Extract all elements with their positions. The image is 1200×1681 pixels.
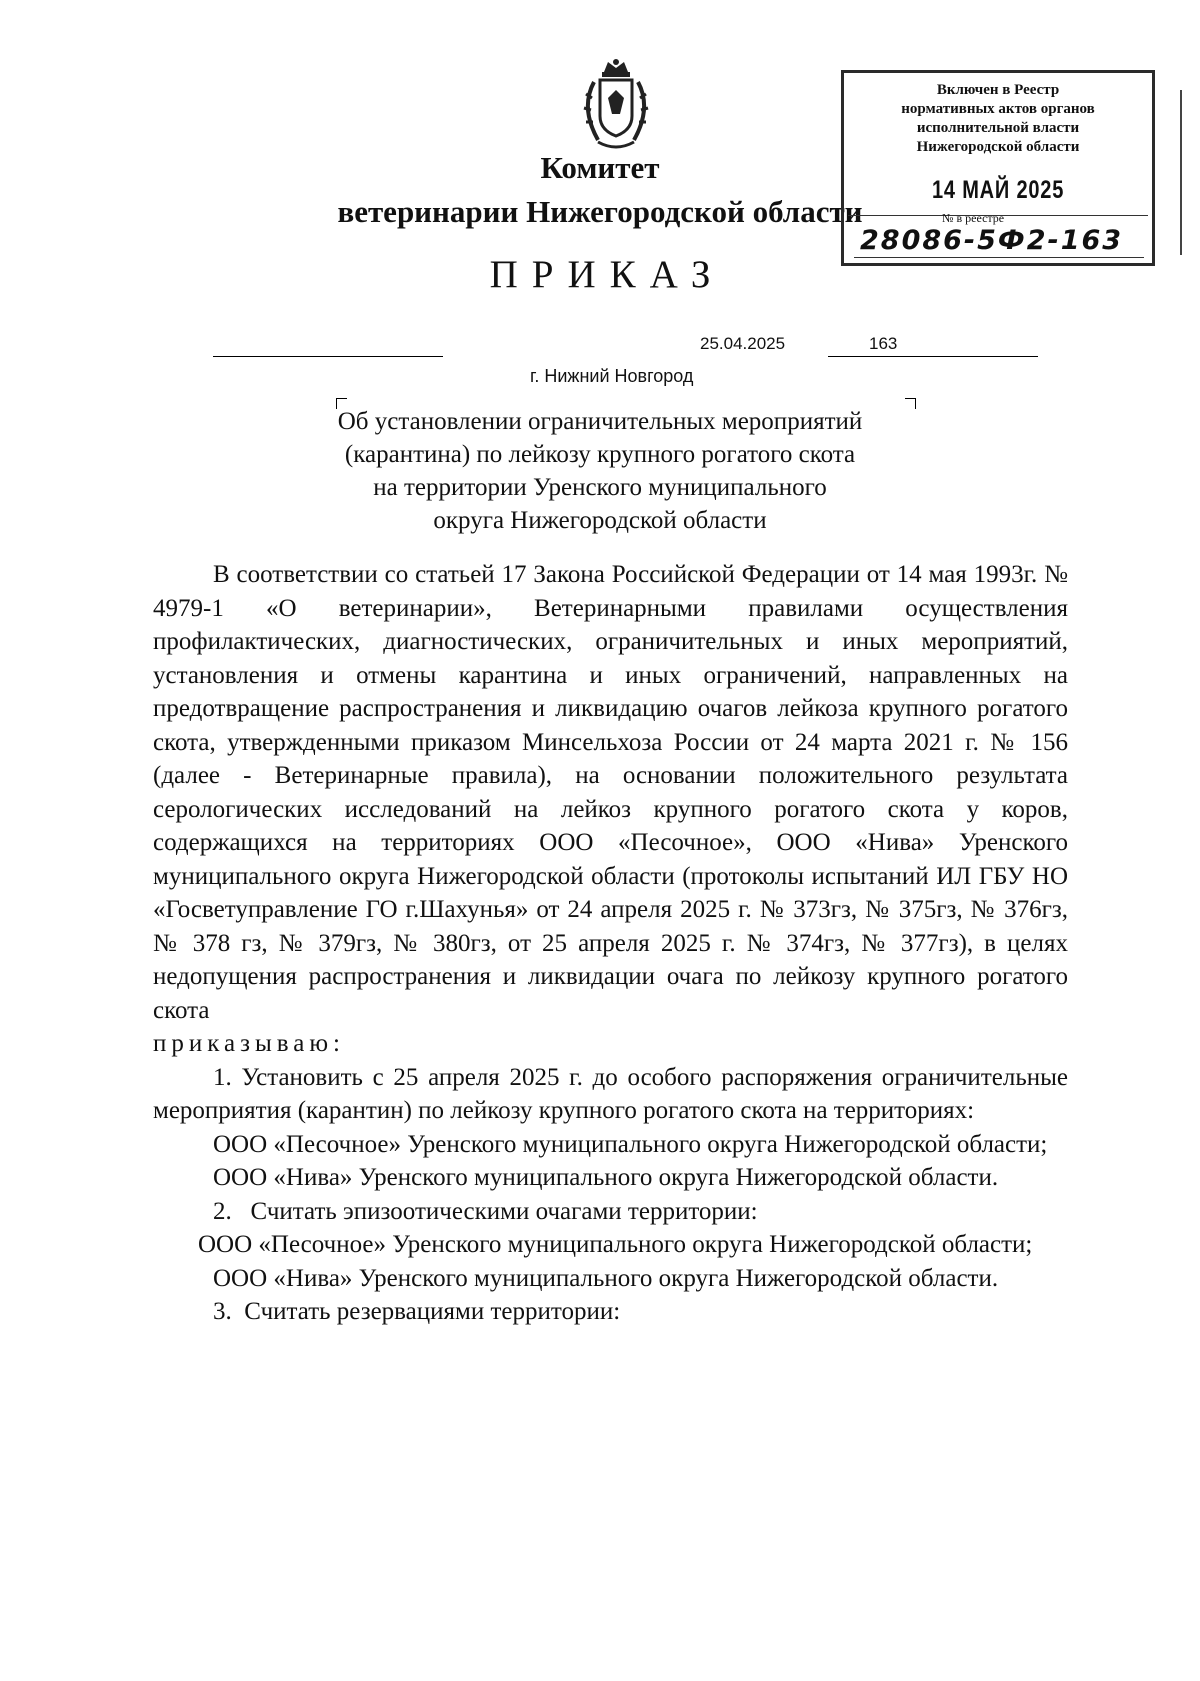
item-2-territory-a: ООО «Песочное» Уренского муниципального округа Нижегородской области; — [198, 1231, 1033, 1258]
title-line-2: (карантина) по лейкозу крупного рогатого скота — [344, 441, 856, 468]
committee-name-line1: Комитет — [540, 150, 660, 185]
registry-stamp — [841, 70, 1155, 266]
city: г. Нижний Новгород — [530, 366, 694, 386]
item-3: 3. Считать резервациями территории: — [213, 1298, 621, 1325]
order-title — [0, 405, 1200, 537]
committee-name-line2: ветеринарии Нижегородской области — [337, 194, 863, 229]
stamp-line-1: Включен в Реестр — [936, 82, 1060, 98]
order-body — [153, 558, 1068, 1329]
item-2: 2. Считать эпизоотическими очагами территории: — [213, 1197, 758, 1225]
item-2-territory-b: ООО «Нива» Уренского муниципального округа Нижегородской области. — [213, 1264, 999, 1292]
stamp-number-label: № в реестре — [942, 211, 1005, 225]
preamble-paragraph: В соответствии со статьей 17 Закона Российской Федерации от 14 мая 1993г. № 4979-1 «О ветеринарии», Ветеринарными правилами осуществления профилактических, диагностических, ограничительных и иных мероприятий, установления и отмены карантина и иных ограничений, направленных на предотвращение распространения и ликвидацию очагов лейкоза крупного рогатого скота, утвержденными приказом Минсельхоза России от 24 марта 2021 г. № 156 (далее - Ветеринарные правила), на основании положительного результата серологических исследований на лейкоз крупного рогатого скота у коров, содержащихся на территориях ООО «Песочное», ООО «Нива» Уренского муниципального округа Нижегородской области (протоколы испытаний ИЛ ГБУ НО «Госветуправление ГО г.Шахунья» от 24 апреля 2025 г. № 373гз, № 375гз, № 376гз, № 378 гз, № 379гз, № 380гз, от 25 апреля 2025 г. № 374гз, № 377гз), в целях недопущения распространения и ликвидации очага по лейкозу крупного рогатого скота — [153, 561, 1068, 1024]
stamp-line-3: исполнительной власти — [916, 120, 1080, 136]
item-1-territory-b: ООО «Нива» Уренского муниципального округа Нижегородской области. — [213, 1164, 999, 1191]
document-type-title: ПРИКАЗ — [489, 253, 725, 296]
coat-of-arms-emblem — [572, 58, 660, 154]
scan-edge-mark — [1180, 90, 1182, 255]
title-line-4: округа Нижегородской области — [433, 507, 767, 534]
order-date: 25.04.2025 — [700, 334, 786, 353]
order-word: приказываю: — [153, 1030, 345, 1057]
item-1-territory-a: ООО «Песочное» Уренского муниципального округа Нижегородской области; — [213, 1130, 1048, 1158]
date-underline — [213, 356, 443, 357]
order-number: 163 — [869, 334, 898, 353]
stamp-line-4: Нижегородской области — [916, 139, 1080, 155]
stamp-number-underline — [854, 257, 1144, 258]
stamp-date: 14 МАЙ 2025 — [932, 176, 1065, 204]
stamp-registry-number: 28086-5Ф2-163 — [860, 225, 1124, 256]
number-underline — [828, 356, 1038, 357]
stamp-line-2: нормативных актов органов — [901, 101, 1095, 117]
item-1: 1. Установить с 25 апреля 2025 г. до особого распоряжения ограничительные мероприятия (карантин) по лейкозу крупного рогатого скота на территориях: — [153, 1063, 1068, 1124]
title-line-3: на территории Уренского муниципального — [373, 474, 827, 501]
title-line-1: Об установлении ограничительных мероприятий — [337, 408, 863, 435]
